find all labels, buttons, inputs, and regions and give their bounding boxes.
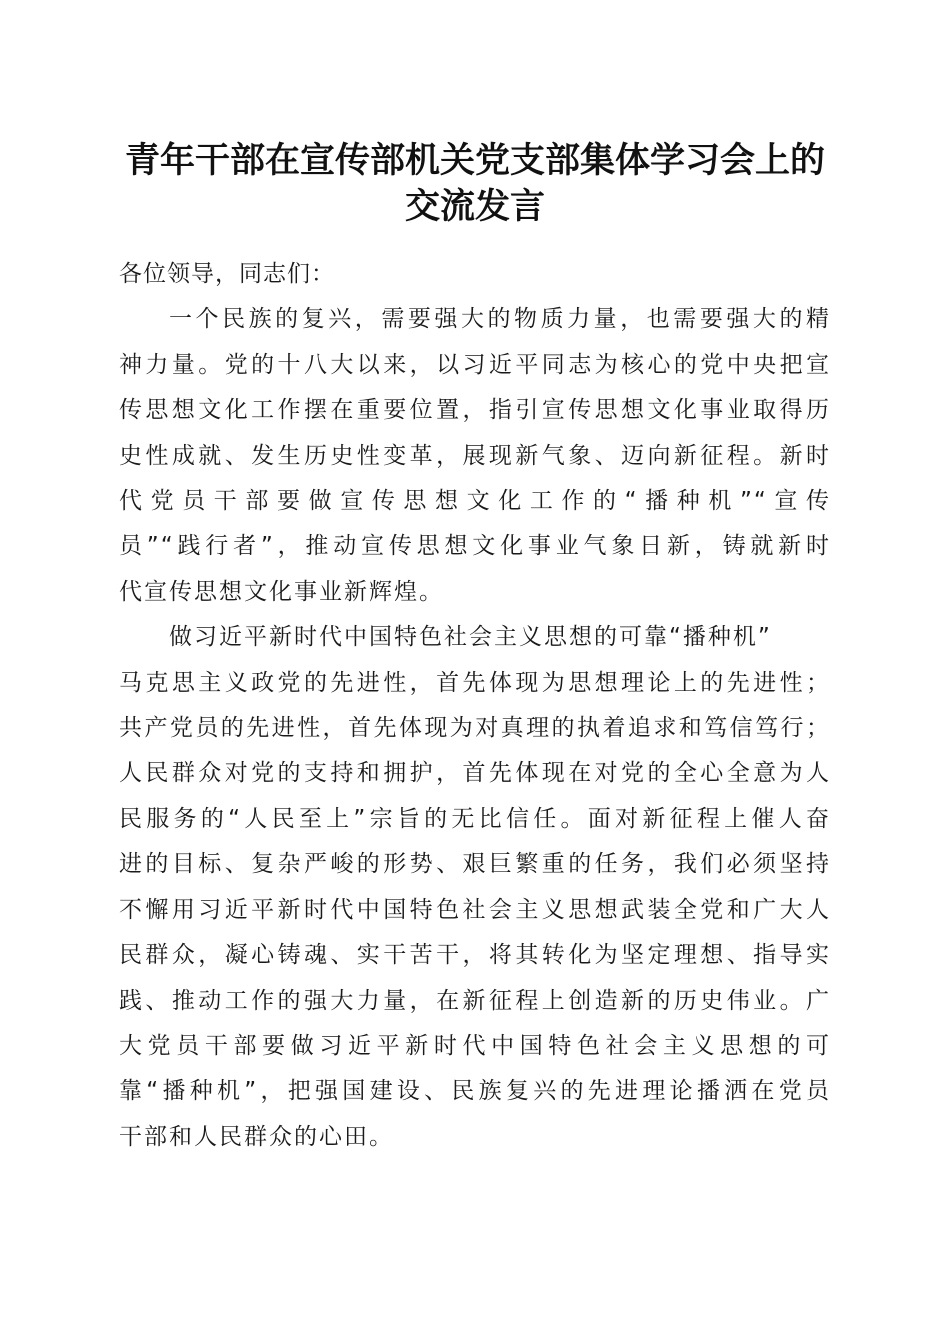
- text-line: 神力量。党的十八大以来，以习近平同志为核心的党中央把宣: [119, 351, 831, 378]
- document-body: [119, 252, 831, 1160]
- section-heading-line: 做习近平新时代中国特色社会主义思想的可靠“播种机”: [169, 624, 772, 651]
- text-line: 进的目标、复杂严峻的形势、艰巨繁重的任务，我们必须坚持: [119, 851, 831, 878]
- text-line: 干部和人民群众的心田。: [119, 1123, 394, 1150]
- text-line: 共产党员的先进性，首先体现为对真理的执着追求和笃信笃行；: [119, 715, 831, 742]
- text-line: 一个民族的复兴，需要强大的物质力量，也需要强大的精: [169, 306, 831, 333]
- text-line: 践、推动工作的强大力量，在新征程上创造新的历史伟业。广: [119, 987, 831, 1014]
- text-line: 代党员干部要做宣传思想文化工作的“播种机”“宣传: [119, 488, 831, 515]
- text-line: 民群众，凝心铸魂、实干苦干，将其转化为坚定理想、指导实: [119, 942, 831, 969]
- paragraph-1: [119, 297, 831, 615]
- title-line-2: 交流发言: [404, 186, 545, 227]
- document-title: [100, 138, 850, 230]
- text-line: 传思想文化工作摆在重要位置，指引宣传思想文化事业取得历: [119, 397, 831, 424]
- text-line: 靠“播种机”，把强国建设、民族复兴的先进理论播洒在党员: [119, 1078, 831, 1105]
- text-line: 大党员干部要做习近平新时代中国特色社会主义思想的可: [119, 1032, 831, 1059]
- text-line: 代宣传思想文化事业新辉煌。: [119, 578, 444, 605]
- text-line: 史性成就、发生历史性变革，展现新气象、迈向新征程。新时: [119, 442, 831, 469]
- text-line: 不懈用习近平新时代中国特色社会主义思想武装全党和广大人: [119, 896, 831, 923]
- salutation: 各位领导，同志们：: [119, 261, 335, 287]
- text-line: 马克思主义政党的先进性，首先体现为思想理论上的先进性；: [119, 669, 831, 696]
- text-line: 民服务的“人民至上”宗旨的无比信任。面对新征程上催人奋: [119, 805, 831, 832]
- text-line: 员”“践行者”，推动宣传思想文化事业气象日新，铸就新时: [119, 533, 831, 560]
- paragraph-2: [119, 615, 831, 1160]
- text-line: 人民群众对党的支持和拥护，首先体现在对党的全心全意为人: [119, 760, 831, 787]
- title-line-1: 青年干部在宣传部机关党支部集体学习会上的: [124, 140, 825, 181]
